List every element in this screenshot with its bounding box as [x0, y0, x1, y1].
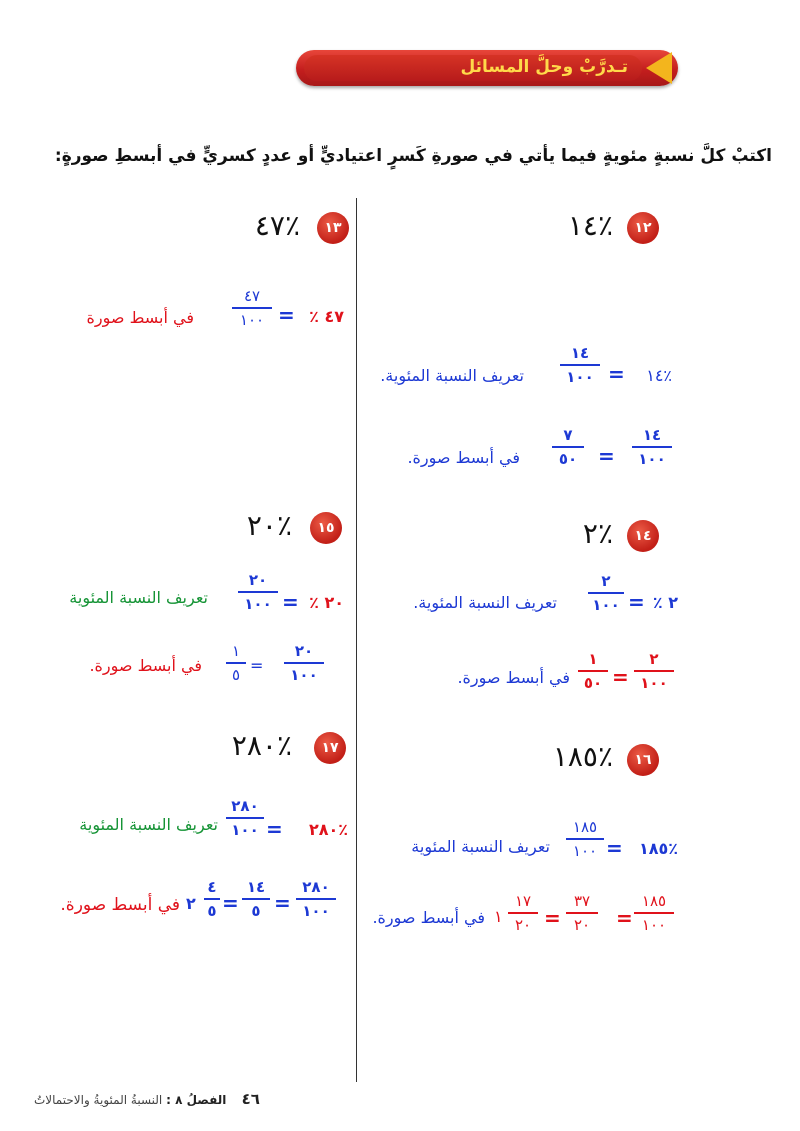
- fraction: [552, 426, 584, 468]
- column-divider: [356, 198, 357, 1082]
- step-left-label: ٤٧ ٪: [309, 307, 344, 326]
- equals-sign: =: [274, 891, 291, 915]
- problem-number-badge: ١٥: [310, 512, 342, 544]
- equals-sign: =: [544, 906, 561, 930]
- numerator: ٤: [207, 878, 217, 896]
- instruction-text: اكتبْ كلَّ نسبةٍ مئويةٍ فيما يأتي في صورةِ كَسرٍ اعتياديٍّ أو عددٍ كسريٍّ في أبسطِ صورةٍ:: [54, 146, 772, 166]
- step-note: في أبسط صورة.: [407, 448, 520, 467]
- problem-percent: ٪١٤: [567, 209, 613, 242]
- equals-sign: =: [612, 665, 629, 689]
- fraction: [588, 572, 624, 614]
- banner-title: تـدرَّبْ وحلَّ المسائل: [460, 57, 628, 77]
- problem-percent: ٪٢٨٠: [231, 729, 292, 762]
- equals-sign: =: [608, 362, 625, 386]
- problem-number-badge: ١٦: [627, 744, 659, 776]
- fraction: [238, 571, 278, 613]
- step-left-label: ٪١٨٥: [638, 839, 678, 858]
- banner-arrow-icon: [646, 52, 672, 84]
- denominator: ١٠٠: [632, 446, 672, 468]
- numerator: ٢٠: [248, 571, 268, 589]
- step-note: في أبسط صورة.: [372, 908, 485, 927]
- problem-number-badge: ١٢: [627, 212, 659, 244]
- denominator: ١٠٠: [634, 912, 674, 934]
- numerator: ١٤: [570, 344, 590, 362]
- numerator: ٢٨٠: [302, 878, 330, 896]
- equals-sign: =: [282, 590, 299, 614]
- numerator: ١٤: [246, 878, 266, 896]
- denominator: ٥: [242, 898, 270, 920]
- step-note: في أبسط صورة.: [60, 895, 180, 915]
- mixed-number-whole: ٢: [186, 894, 196, 913]
- fraction: [566, 892, 598, 934]
- step-left-label: ٪٢٨٠: [308, 820, 348, 839]
- numerator: ٢: [601, 572, 611, 590]
- fraction: [578, 650, 608, 692]
- denominator: ١٠٠: [226, 817, 264, 839]
- fraction: [634, 892, 674, 934]
- step-left-label: ٢٠ ٪: [309, 593, 344, 612]
- section-banner: [296, 50, 678, 86]
- numerator: ١٤: [642, 426, 662, 444]
- numerator: ١: [588, 650, 598, 668]
- denominator: ٥٠: [578, 670, 608, 692]
- numerator: ٧: [563, 426, 573, 444]
- denominator: ١٠٠: [296, 898, 336, 920]
- denominator: ٥: [204, 898, 220, 920]
- denominator: ١٠٠: [284, 662, 324, 684]
- denominator: ١٠٠: [588, 592, 624, 614]
- equals-sign: =: [250, 656, 264, 675]
- fraction: [566, 818, 604, 860]
- equals-sign: =: [606, 836, 623, 860]
- equals-sign: =: [598, 444, 615, 468]
- denominator: ١٠٠: [232, 307, 272, 329]
- numerator: ١: [231, 642, 241, 660]
- fraction: [226, 797, 264, 839]
- denominator: ١٠٠: [634, 670, 674, 692]
- denominator: ١٠٠: [238, 591, 278, 613]
- problem-number-badge: ١٤: [627, 520, 659, 552]
- fraction: [232, 287, 272, 329]
- problem-percent: ٪٢: [582, 517, 613, 550]
- problem-percent: ٪٢٠: [246, 509, 292, 542]
- numerator: ١٨٥: [641, 892, 667, 910]
- fraction: [508, 892, 538, 934]
- fraction: [284, 642, 324, 684]
- numerator: ٢٠: [294, 642, 314, 660]
- step-note: تعريف النسبة المئوية: [79, 815, 218, 834]
- equals-sign: =: [616, 906, 633, 930]
- fraction: [226, 642, 246, 684]
- step-note: تعريف النسبة المئوية.: [413, 593, 557, 612]
- fraction: [632, 426, 672, 468]
- fraction: [560, 344, 600, 386]
- step-note: في أبسط صورة.: [457, 668, 570, 687]
- numerator: ١٧: [514, 892, 532, 910]
- numerator: ٤٧: [243, 287, 261, 305]
- numerator: ٢: [649, 650, 659, 668]
- step-note: في أبسط صورة: [86, 308, 194, 327]
- denominator: ٥٠: [552, 446, 584, 468]
- denominator: ٢٠: [566, 912, 598, 934]
- mixed-number-whole: ١: [494, 907, 503, 926]
- equals-sign: =: [266, 817, 283, 841]
- step-note: في أبسط صورة.: [89, 656, 202, 675]
- chapter-title: النسبةُ المئويةُ والاحتمالاتُ: [34, 1093, 163, 1107]
- denominator: ٢٠: [508, 912, 538, 934]
- equals-sign: =: [628, 590, 645, 614]
- fraction: [204, 878, 220, 920]
- numerator: ١٨٥: [572, 818, 598, 836]
- denominator: ٥: [226, 662, 246, 684]
- fraction: [296, 878, 336, 920]
- problem-number-badge: ١٧: [314, 732, 346, 764]
- problem-percent: ٪١٨٥: [552, 740, 613, 773]
- page-number: ٤٦: [241, 1090, 260, 1108]
- page-footer: [34, 1090, 260, 1108]
- problem-percent: ٪٤٧: [254, 209, 300, 242]
- fraction: [242, 878, 270, 920]
- denominator: ١٠٠: [560, 364, 600, 386]
- problem-number-badge: ١٣: [317, 212, 349, 244]
- numerator: ٣٧: [573, 892, 591, 910]
- step-note: تعريف النسبة المئوية: [411, 837, 550, 856]
- equals-sign: =: [278, 303, 295, 327]
- fraction: [634, 650, 674, 692]
- step-left-label: ٪١٤: [646, 366, 672, 385]
- step-left-label: ٢ ٪: [652, 593, 678, 612]
- chapter-label: الفصلُ ٨ :: [166, 1093, 227, 1107]
- equals-sign: =: [222, 891, 239, 915]
- step-note: تعريف النسبة المئوية.: [380, 366, 524, 385]
- numerator: ٢٨٠: [231, 797, 259, 815]
- denominator: ١٠٠: [566, 838, 604, 860]
- step-note: تعريف النسبة المئوية: [69, 588, 208, 607]
